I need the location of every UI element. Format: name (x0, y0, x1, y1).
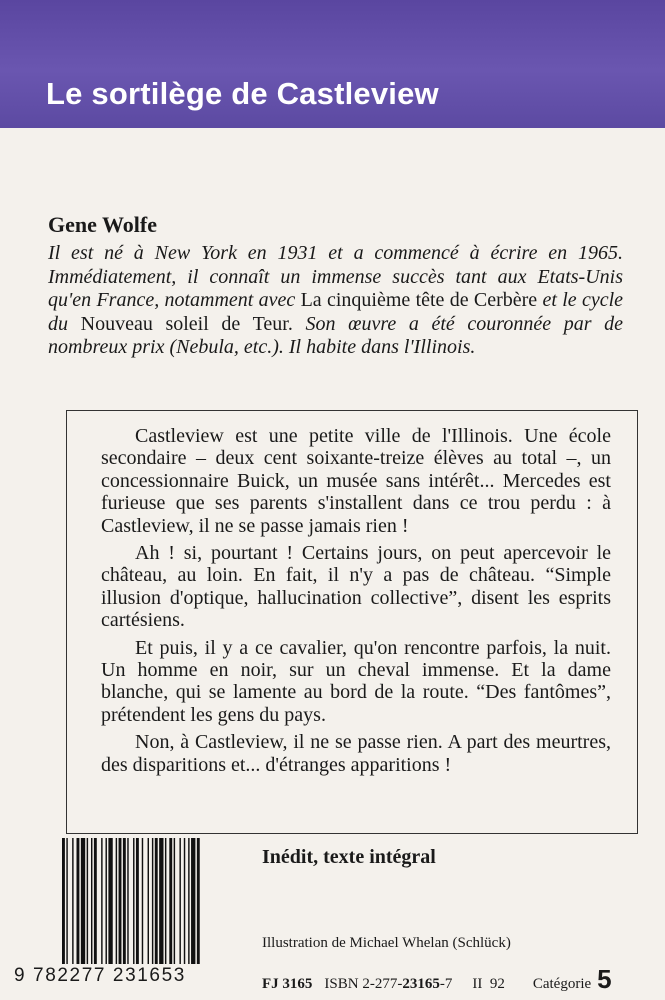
barcode-bar (142, 838, 143, 964)
barcode-bar (81, 838, 85, 964)
barcode-number: 9 782277 231653 (14, 965, 186, 986)
isbn-prefix: ISBN 2-277- (324, 976, 403, 992)
barcode-bar (152, 838, 153, 964)
barcode (60, 838, 240, 968)
synopsis-paragraph: Et puis, il y a ce cavalier, qu'on rencontre parfois, la nuit. Un homme en noir, sur un cheval immense. Et la dame blanche, qui se lamente au bord de la route. “Des fantômes”, prétendent les gens du pays. (101, 636, 611, 726)
barcode-bar (148, 838, 149, 964)
edition-note: Inédit, texte intégral (262, 846, 436, 868)
synopsis-paragraph: Non, à Castleview, il ne se passe rien. A part des meurtres, des disparitions et... d'étranges apparitions ! (101, 731, 611, 776)
barcode-bar (155, 838, 158, 964)
barcode-bar (179, 838, 180, 964)
barcode-bar (123, 838, 126, 964)
barcode-bar (116, 838, 117, 964)
barcode-bar (106, 838, 107, 964)
synopsis-paragraph: Castleview est une petite ville de l'Illinois. Une école secondaire – deux cent soixante-treize élèves au total –, un concessionnaire Buick, un musée sans intérêt... Mercedes est furieuse que ses parents s'installent dans ce trou perdu : à Castleview, il ne se passe jamais rien ! (101, 425, 611, 537)
category-label: Catégorie (532, 976, 592, 992)
illustration-credit: Illustration de Michael Whelan (Schlück) (262, 935, 511, 951)
synopsis-box (66, 410, 638, 834)
bio-book-2: Nouveau soleil de Teur. (80, 312, 293, 335)
barcode-bar (174, 838, 175, 964)
barcode-bar (136, 838, 139, 964)
barcode-bar (87, 838, 88, 964)
barcode-bar (108, 838, 112, 964)
catalog-code: FJ 3165 (262, 976, 313, 992)
barcode-bar (72, 838, 73, 964)
barcode-bar (159, 838, 163, 964)
isbn-suffix: -7 (439, 976, 453, 992)
isbn-bold: 23165 (402, 976, 440, 992)
bio-text-3: Son œuvre a été couronnée par de nombreux prix (Nebula, etc.). Il habite dans l'Illinois. (48, 312, 624, 359)
publication-info (262, 964, 612, 994)
barcode-bar (62, 838, 65, 964)
barcode-bar (77, 838, 80, 964)
barcode-bar (133, 838, 134, 964)
barcode-bar (191, 838, 195, 964)
barcode-bar (66, 838, 67, 964)
barcode-bar (119, 838, 122, 964)
barcode-bar (94, 838, 97, 964)
bio-book-1: La cinquième tête de Cerbère (300, 289, 538, 312)
bio-text-1: Il est né à New York en 1931 et a commencé à écrire en 1965. Immédiatement, il connaît un immense succès tant aux Etats-Unis qu'en France, notamment avec (48, 242, 623, 312)
series-code: II 92 (472, 976, 505, 992)
barcode-bar (169, 838, 172, 964)
barcode-bar (101, 838, 102, 964)
isbn (324, 976, 452, 993)
author-bio (48, 242, 623, 360)
barcode-bar (184, 838, 185, 964)
bio-text-2: et le cycle du (48, 289, 624, 335)
barcode-bar (188, 838, 189, 964)
book-title: Le sortilège de Castleview (46, 76, 439, 111)
category-number: 5 (597, 964, 612, 994)
barcode-bar (197, 838, 200, 964)
author-name: Gene Wolfe (48, 212, 157, 237)
barcode-bar (127, 838, 128, 964)
barcode-bar (165, 838, 166, 964)
title-band (0, 0, 665, 128)
barcode-bar (91, 838, 92, 964)
synopsis-paragraph: Ah ! si, pourtant ! Certains jours, on peut apercevoir le château, au loin. En fait, il n'y a pas de château. “Simple illusion d'optique, hallucination collective”, disent les esprits cartésiens. (101, 542, 611, 632)
